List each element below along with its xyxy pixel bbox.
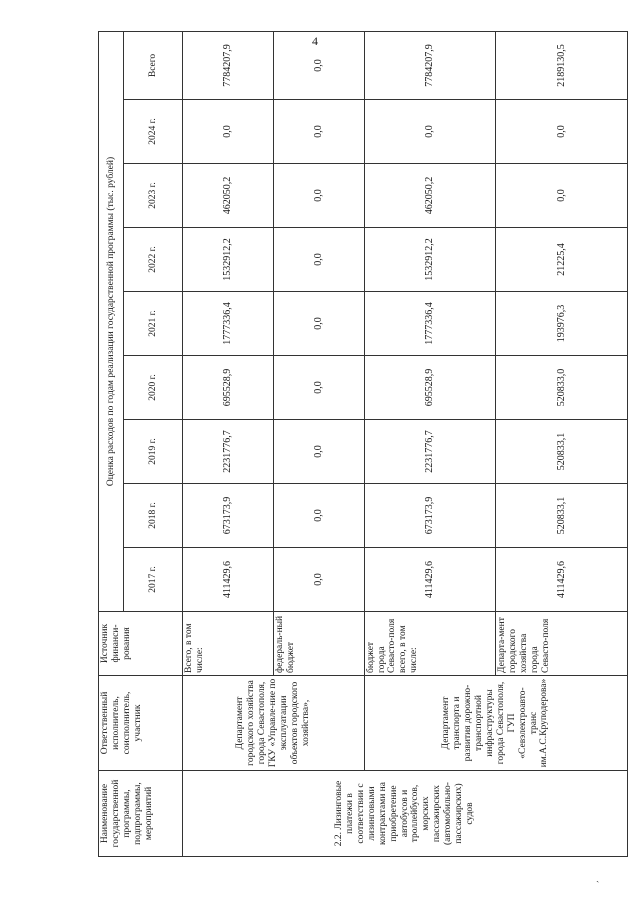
header-year: 2018 г. bbox=[124, 484, 183, 548]
value-cell: 462050,2 bbox=[364, 164, 496, 228]
header-year: 2021 г. bbox=[124, 292, 183, 356]
header-executor: Ответственный исполнитель, соисполнитель, участник bbox=[99, 676, 183, 771]
header-total: Всего bbox=[124, 31, 183, 99]
value-cell: 520833,1 bbox=[496, 420, 628, 484]
value-cell: 673173,9 bbox=[364, 484, 496, 548]
value-cell: 0,0 bbox=[273, 292, 364, 356]
source-cell: Всего, в том числе: bbox=[183, 612, 274, 676]
value-cell: 0,0 bbox=[496, 164, 628, 228]
value-cell: 462050,2 bbox=[183, 164, 274, 228]
value-cell: 2231776,7 bbox=[364, 420, 496, 484]
item-name-cell: 2.2. Лизинговые платежи в соответствии с лизинговыми контрактами на приобретение автобусов и троллейбусов, морских пассажирских (автомобильно-пассажирских) судов bbox=[183, 771, 628, 857]
value-cell: 0,0 bbox=[273, 228, 364, 292]
value-cell: 1532912,2 bbox=[364, 228, 496, 292]
value-cell: 0,0 bbox=[364, 100, 496, 164]
value-cell: 520833,0 bbox=[496, 356, 628, 420]
value-cell: 411429,6 bbox=[496, 548, 628, 612]
header-year: 2020 г. bbox=[124, 356, 183, 420]
header-row-1 bbox=[99, 31, 124, 856]
total-cell: 7784207,9 bbox=[183, 31, 274, 99]
header-year: 2024 г. bbox=[124, 100, 183, 164]
header-year: 2023 г. bbox=[124, 164, 183, 228]
value-cell: 0,0 bbox=[273, 164, 364, 228]
header-year: 2019 г. bbox=[124, 420, 183, 484]
executor-cell: Департамент городского хозяйства города Севастополя, ГКУ «Управле-ние по эксплуатации объектов городского хозяйства», bbox=[183, 676, 365, 771]
table-row bbox=[183, 31, 274, 856]
total-cell: 2189130,5 bbox=[496, 31, 628, 99]
value-cell: 0,0 bbox=[273, 548, 364, 612]
value-cell: 1532912,2 bbox=[183, 228, 274, 292]
total-cell: 0,0 bbox=[273, 31, 364, 99]
table-row bbox=[364, 31, 496, 856]
value-cell: 695528,9 bbox=[183, 356, 274, 420]
value-cell: 2231776,7 bbox=[183, 420, 274, 484]
value-cell: 1777336,4 bbox=[364, 292, 496, 356]
header-expense-estimate: Оценка расходов по годам реализации государственной программы (тыс. рублей) bbox=[99, 31, 124, 611]
value-cell: 0,0 bbox=[496, 100, 628, 164]
value-cell: 0,0 bbox=[273, 484, 364, 548]
value-cell: 0,0 bbox=[273, 420, 364, 484]
value-cell: 695528,9 bbox=[364, 356, 496, 420]
value-cell: 520833,1 bbox=[496, 484, 628, 548]
page-number: 4 bbox=[312, 34, 318, 48]
value-cell: 0,0 bbox=[273, 100, 364, 164]
total-cell: 7784207,9 bbox=[364, 31, 496, 99]
rotated-table-container bbox=[98, 44, 628, 857]
source-cell: федераль-ный бюджет bbox=[273, 612, 364, 676]
value-cell: 1777336,4 bbox=[183, 292, 274, 356]
executor-cell: Департамент транспорта и развития дорожно-транспортной инфраструктуры города Севастополя, ГУП «Севэлектроавто-транс им.А.С.Круподерова» bbox=[364, 676, 627, 771]
header-source: Источник финанси-рования bbox=[99, 612, 183, 676]
value-cell: 21225,4 bbox=[496, 228, 628, 292]
budget-table bbox=[98, 31, 628, 857]
value-cell: 411429,6 bbox=[364, 548, 496, 612]
corner-mark: ˎ bbox=[596, 872, 600, 883]
value-cell: 0,0 bbox=[273, 356, 364, 420]
header-year: 2022 г. bbox=[124, 228, 183, 292]
header-name: Наименование государственной программы, подпрограммы, мероприятий bbox=[99, 771, 183, 857]
header-year: 2017 г. bbox=[124, 548, 183, 612]
value-cell: 0,0 bbox=[183, 100, 274, 164]
source-cell: бюджет города Севасто-поля всего, в том числе: bbox=[364, 612, 496, 676]
value-cell: 411429,6 bbox=[183, 548, 274, 612]
value-cell: 673173,9 bbox=[183, 484, 274, 548]
source-cell: Департа-мент городского хозяйства города Севасто-поля bbox=[496, 612, 628, 676]
value-cell: 193976,3 bbox=[496, 292, 628, 356]
